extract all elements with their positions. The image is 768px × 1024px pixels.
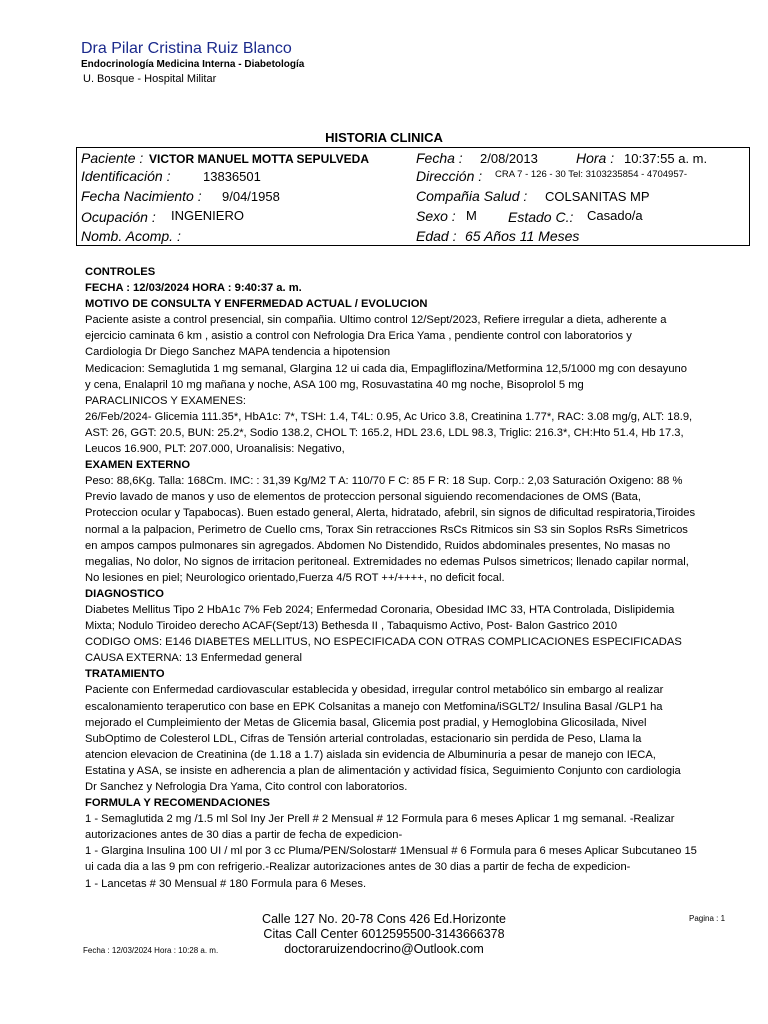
page-number: Pagina : 1 [689,914,726,923]
doctor-name: Dra Pilar Cristina Ruiz Blanco [81,40,292,57]
note-line: en ampos campos pulmonares sin agregados. Abdomen No Distendido, Ruidos abdominales presentes, No masas no [85,539,671,552]
note-line: CODIGO OMS: E146 DIABETES MELLITUS, NO ESPECIFICADA CON OTRAS COMPLICACIONES ESPECIFICADAS [85,636,682,649]
patient-info-box [76,147,750,246]
footer-email: doctoraruizendocrino@Outlook.com [284,942,484,956]
print-date: Fecha : 12/03/2024 Hora : 10:28 a. m. [83,946,219,955]
fecha-value: 2/08/2013 [480,151,538,166]
identificacion-value: 13836501 [203,169,261,184]
document-title: HISTORIA CLINICA [325,130,443,145]
note-line: escalonamiento teraperutico con base en EPK Colsanitas a manejo con Metfomina/iSGLT2/ Insulina Basal /GLP1 ha [85,700,663,713]
direccion-label: Dirección : [416,168,483,184]
section-heading: DIAGNOSTICO [85,587,164,600]
section-heading: MOTIVO DE CONSULTA Y ENFERMEDAD ACTUAL / EVOLUCION [85,298,428,311]
note-line: Diabetes Mellitus Tipo 2 HbA1c 7% Feb 2024; Enfermedad Coronaria, Obesidad IMC 33, HTA Controlada, Dislipidemia [85,603,675,616]
note-line: 1 - Lancetas # 30 Mensual # 180 Formula para 6 Meses. [85,877,367,890]
specialty: Endocrinología Medicina Interna - Diabetología [81,59,305,70]
section-heading: EXAMEN EXTERNO [85,459,191,472]
note-line: 1 - Glargina Insulina 100 UI / ml por 3 cc Pluma/PEN/Solostar# 1Mensual # 6 Formula para 6 meses Aplicar Subcutaneo 15 [85,845,697,858]
section-heading: CONTROLES [85,266,156,278]
note-line: Cardiologia Dr Diego Sanchez MAPA tendencia a hipotension [85,346,391,359]
note-line: Mixta; Nodulo Tiroideo derecho ACAF(Sept/13) Bethesda II , Tabaquismo Activo, Post- Balon Gastrico 2010 [85,620,618,633]
note-line: PARACLINICOS Y EXAMENES: [85,394,247,407]
institution: U. Bosque - Hospital Militar [83,73,217,85]
note-line: SubOptimo de Colesterol LDL, Cifras de Tensión arterial controladas, estacionario sin perdida de Peso, Llama la [85,732,642,745]
identificacion-label: Identificación : [81,168,171,184]
note-line: Estatina y ASA, se insiste en adherencia a plan de alimentación y actividad física, Seguimiento Conjunto con cardiologia [85,764,681,777]
hora-label: Hora : [576,150,615,166]
footer-address: Calle 127 No. 20-78 Cons 426 Ed.Horizonte [262,912,506,926]
compania-label: Compañia Salud : [416,188,528,204]
edad-value: 65 Años 11 Meses [465,228,580,244]
note-line: Dr Sanchez y Nefrologia Dra Yama, Cito control con laboratorios. [85,781,408,793]
fecha-nacimiento-label: Fecha Nacimiento : [81,188,202,204]
footer-phone: Citas Call Center 6012595500-3143666378 [263,927,505,941]
note-line: Medicacion: Semaglutida 1 mg semanal, Glargina 12 ui cada dia, Empagliflozina/Metformina 12,5/1000 mg con desayuno [85,362,687,375]
section-heading: FECHA : 12/03/2024 HORA : 9:40:37 a. m. [85,282,302,295]
estado-value: Casado/a [587,208,643,223]
section-heading: FORMULA Y RECOMENDACIONES [85,797,271,810]
ocupacion-label: Ocupación : [81,209,156,225]
note-line: ejercicio caminata 6 km , asistio a control con Nefrologia Dra Erica Yama , pendiente control con laboratorios y [85,330,632,343]
sexo-value: M [466,208,477,223]
note-line: CAUSA EXTERNA: 13 Enfermedad general [85,652,303,665]
edad-label: Edad : [416,228,457,244]
estado-label: Estado C.: [508,209,574,225]
paciente-label: Paciente : [81,150,144,166]
note-line: Peso: 88,6Kg. Talla: 168Cm. IMC: : 31,39 Kg/M2 T A: 110/70 F C: 85 F R: 18 Sup. Corp.: 2,03 Saturación Oxigeno: 88 % [85,475,683,488]
note-line: atencion elevacion de Creatinina (de 1.18 a 1.7) aislada sin evidencia de Albuminuria a pesar de manejo con IECA, [85,748,656,761]
note-line: 1 - Semaglutida 2 mg /1.5 ml Sol Iny Jer Prell # 2 Mensual # 12 Formula para 6 meses Aplicar 1 mg semanal. -Realizar [85,813,675,826]
note-line: Paciente asiste a control presencial, sin compañia. Ultimo control 12/Sept/2023, Refiere irregular a dieta, adherente a [85,314,667,327]
note-line: No lesiones en piel; Neurologico orientado,Fuerza 4/5 ROT ++/++++, no deficit focal. [85,571,505,584]
section-heading: TRATAMIENTO [85,668,165,681]
acompanante-label: Nomb. Acomp. : [81,228,181,244]
note-line: mejorado el Cumpleimiento der Metas de Glicemia basal, Glicemia post pradial, y Hemoglobina Glicosilada, Nivel [85,716,647,729]
note-line: AST: 26, GGT: 20.5, BUN: 25.2*, Sodio 138.2, CHOL T: 165.2, HDL 23.6, LDL 98.3, Triglic: 216.3*, CH:Hto 51.4, Hb 17.3, [85,426,684,439]
note-line: y cena, Enalapril 10 mg mañana y noche, ASA 100 mg, Rosuvastatina 40 mg noche, Bisoprolol 5 mg [85,378,584,391]
note-line: megalias, No dolor, No signos de irritacion peritoneal. Extremidades no edemas Pulsos simetricos; llenado capilar normal, [85,555,689,568]
hora-value: 10:37:55 a. m. [624,151,708,166]
paciente-value: VICTOR MANUEL MOTTA SEPULVEDA [149,152,370,166]
sexo-label: Sexo : [416,208,456,224]
note-line: Proteccion ocular y Tapabocas). Buen estado general, Alerta, hidratado, afebril, sin signos de dificultad respiratoria,Tiroides [85,507,696,520]
note-line: Leucos 16.900, PLT: 207.000, Uroanalisis: Negativo, [85,443,345,456]
fecha-label: Fecha : [416,150,463,166]
fecha-nacimiento-value: 9/04/1958 [222,189,280,204]
note-line: ui cada dia a las 9 pm con refrigerio.-Realizar autorizaciones antes de 30 dias a partir de fecha de expedicion- [85,861,631,874]
note-line: Previo lavado de manos y uso de elementos de proteccion personal siguiendo recomendaciones de OMS (Bata, [85,491,641,504]
note-line: normal a la palpacion, Perimetro de Cuello cms, Torax Sin retracciones RsCs Ritmicos sin S3 sin Soplos RsRs Simetricos [85,523,688,536]
ocupacion-value: INGENIERO [171,208,244,223]
note-line: autorizaciones antes de 30 dias a partir de fecha de expedicion- [85,829,403,842]
clinical-notes [85,264,760,892]
compania-value: COLSANITAS MP [545,189,650,204]
note-line: 26/Feb/2024- Glicemia 111.35*, HbA1c: 7*, TSH: 1.4, T4L: 0.95, Ac Urico 3.8, Creatinina 1.77*, RAC: 3.08 mg/g, ALT: 18.9, [85,410,693,423]
direccion-value: CRA 7 - 126 - 30 Tel: 3103235854 - 4704957- [495,169,688,180]
note-line: Paciente con Enfermedad cardiovascular establecida y obesidad, irregular control metabólico sin embargo al realizar [85,684,664,697]
